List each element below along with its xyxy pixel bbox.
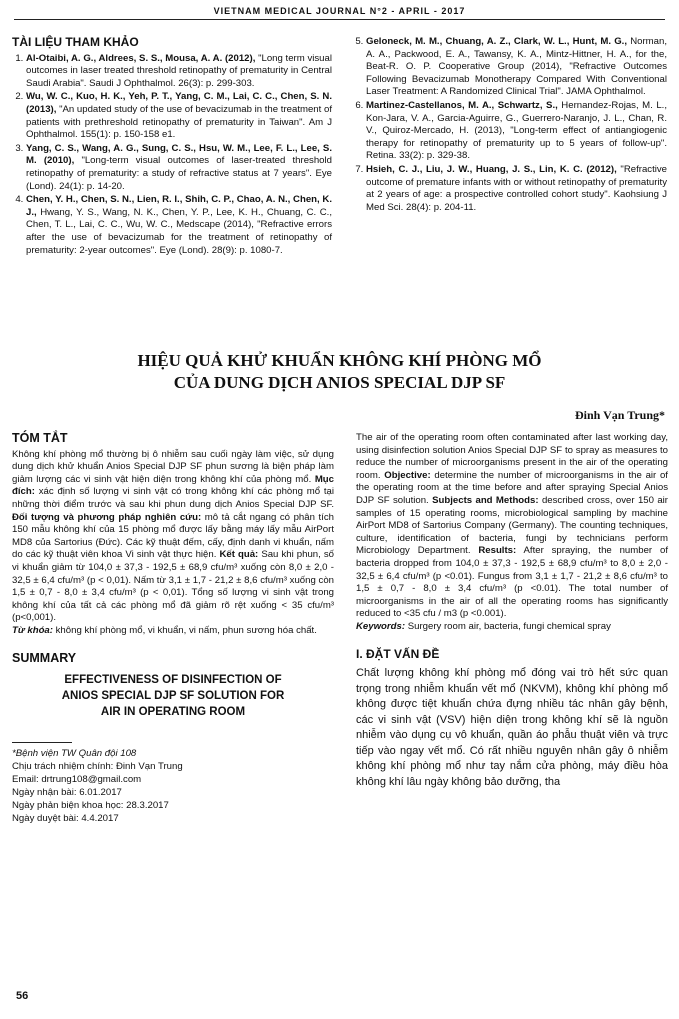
references-list-right	[352, 36, 667, 214]
reference-item: 3. Yang, C. S., Wang, A. G., Sung, C. S., Hsu, W. M., Lee, F. L., Lee, S. M. (2010), "Long-term visual outcomes of laser-treated threshold retinopathy of prematurity: a study of refractive status at 7 years". Eye (Lond). 24(1): p. 14-20.	[26, 143, 332, 193]
abstract-vi-column	[12, 432, 334, 825]
page-number: 56	[16, 990, 29, 1002]
affiliation: *Bệnh viện TW Quân đội 108	[12, 748, 137, 760]
reference-item: 4. Chen, Y. H., Chen, S. N., Lien, R. I., Shih, C. P., Chao, A. N., Chen, K. J., Hwang, Y. S., Wang, N. K., Chen, Y. P., Lee, K. H., Chuang, C. C., Chen, T. L., Lai, C. C., Wu, W. C., Medscape (2014), "Refractive errors after the use of bevacizumab for the treatment of retinopathy of prematurity: 2-year outcomes". Eye (Lond). 28(9): p. 1080-7.	[26, 194, 332, 257]
responsible-author: Chịu trách nhiệm chính: Đinh Vạn Trung	[12, 761, 183, 773]
abstract-en-column	[356, 432, 668, 790]
footnote-divider	[12, 742, 72, 743]
intro-text: Chất lượng không khí phòng mổ đóng vai trò hết sức quan trọng trong nhiễm khuẩn vết mổ (NKVM), không khí phòng mổ không được tiệt khuẩn chứa đựng nhiều tác nhân gây bệnh, các vi sinh vật (VSV) hiện diện trong không khí sẽ là nguồn nhiễm vào dụng cụ vô khuẩn, quần áo phẫu thuật viên và trực tiếp vào ngay vết mổ. Có rất nhiều nguyên nhân gây ô nhiễm không khí phòng mổ như tay nắm cửa phòng, máy điều hòa không khí lâu ngày không bảo dưỡng, tha	[356, 667, 668, 788]
abstract-vi-keywords: Từ khóa: không khí phòng mổ, vi khuẩn, vi nấm, phun sương hóa chất.	[12, 624, 317, 636]
summary-heading: SUMMARY	[12, 650, 77, 665]
abstract-vi-heading: TÓM TẮT	[12, 431, 68, 445]
reference-item: 1. Al-Otaibi, A. G., Aldrees, S. S., Mousa, A. A. (2012), "Long term visual outcomes in laser treated threshold retinopathy of prematurity in Central Saudi Arabia". Saudi J Ophthalmol. 26(3): p. 299-303.	[26, 53, 332, 91]
references-left	[12, 36, 332, 258]
received-date: Ngày nhận bài: 6.01.2017	[12, 787, 122, 799]
reference-item: 5. Geloneck, M. M., Chuang, A. Z., Clark, W. L., Hunt, M. G., Norman, A. A., Packwood, E. A., Tawansy, K. A., Mintz-Hittner, H. A., for the, Beat-R. O. P. Cooperative Group (2014), "Refractive Outcomes Following Bevacizumab Monotherapy Compared With Conventional Laser Treatment: A Randomized Clinical Trial". JAMA Ophthalmol.	[366, 36, 667, 99]
article-author: Đinh Vạn Trung*	[574, 408, 665, 422]
reference-item: 6. Martinez-Castellanos, M. A., Schwartz, S., Hernandez-Rojas, M. L., Kon-Jara, V. A., Garcia-Aguirre, G., Guerrero-Naranjo, J. L., Chan, R. V., Quiroz-Mercado, H. (2013), "Long-term effect of antiangiogenic therapy for retinopathy of prematurity up to 5 years of follow-up". Retina. 33(2): p. 329-38.	[366, 100, 667, 163]
review-date: Ngày phản biện khoa học: 28.3.2017	[12, 800, 169, 812]
article-title-line1: HIỆU QUẢ KHỬ KHUẨN KHÔNG KHÍ PHÒNG MỔ	[137, 351, 542, 370]
article-title-line2: CỦA DUNG DỊCH ANIOS SPECIAL DJP SF	[173, 373, 506, 392]
journal-header: VIETNAM MEDICAL JOURNAL N°2 - APRIL - 2017	[213, 6, 466, 16]
abstract-vi-text: Không khí phòng mổ thường bị ô nhiễm sau cuối ngày làm việc, sử dụng dung dịch khử khuẩn Anios Special DJP SF phun sương là biện pháp làm giảm lượng các vi sinh vật hiện diện trong không khí của phòng mổ. Mục đích: xác định số lượng vi sinh vật có trong không khí các phòng mổ tại những thời điểm trước và sau khi phun dung dịch Anios Special DJP SF. Đối tượng và phương pháp nghiên cứu: mô tả cắt ngang có phân tích 150 mẫu không khí của 15 phòng mổ được lấy bằng máy lấy mẫu AirPort MD8 của Sartorius (Đức). Các kỹ thuật đếm, cấy, định danh vi khuẩn, nấm do các kỹ thuật viên khoa Vi sinh vật thực hiện. Kết quả: Sau khi phun, số vi khuẩn giảm từ 104,0 ± 37,3 - 192,5 ± 68,9 cfu/m³ xuống còn 8,0 ± 2,0 - 32,5 ± 6,4 cfu/m³ (p < 0,01). Nấm từ 3,1 ± 1,7 - 21,2 ± 8,6 cfu/m³ xuống còn 1,5 ± 0,7 - 8,0 ± 3,4 cfu/m³ (p < 0,01). Tổng số lượng vi sinh vật trong không khí của tất cả các phòng mổ đã giảm rõ rệt xuống < 35 cfu/m³ (p<0,001).	[12, 448, 334, 624]
accept-date: Ngày duyệt bài: 4.4.2017	[12, 813, 119, 825]
abstract-en-text: The air of the operating room often contaminated after last working day, using disinfection solution Anios Special DJP SF to spray as measures to reduce the number of microorganisms present in the air of the operating room. Objective: determine the number of microorganisms in the air of the operating room at the time before and after spraying Special Anios DJP SF solution. Subjects and Methods: described cross, over 150 air samples of 15 operating rooms, microbiological sampling by machine AirPort MD8 of Sartorius Company (Germany). The counting techniques, culture, identification of bacteria, fungi by technicians perform Microbiology Department. Results: After spraying, the number of bacteria dropped from 104,0 ± 37,3 - 192,5 ± 68,9 cfu/m³ to 8,0 ± 2,0 - 32,5 ± 6,4 cfu/m³ (p <0.01). Fungus from 3,1 ± 1,7 - 21,2 ± 8,6 cfu/m³ to 1,5 ± 0,7 - 8,0 ± 3,4 cfu/m³ (p <0.01). The total number of microorganisms in the air of all the operating rooms has significantly reduced to <35 cfu / m3 (p <0.001).	[356, 432, 668, 620]
email: Email: drtrung108@gmail.com	[12, 774, 142, 786]
intro-heading: I. ĐẶT VẤN ĐỀ	[356, 646, 440, 661]
header-rule	[14, 19, 665, 20]
article-info	[12, 747, 334, 825]
references-right	[352, 36, 667, 215]
references-list-left	[12, 53, 332, 258]
references-heading: TÀI LIỆU THAM KHẢO	[12, 35, 139, 49]
reference-item: 7. Hsieh, C. J., Liu, J. W., Huang, J. S., Lin, K. C. (2012), "Refractive outcome of premature infants with or without retinopathy of prematurity at 2 years of age: a prospective controlled cohort study". Kaohsiung J Med Sci. 28(4): p. 204-11.	[366, 164, 667, 214]
abstract-en-keywords: Keywords: Surgery room air, bacteria, fungi chemical spray	[356, 620, 611, 632]
reference-item: 2. Wu, W. C., Kuo, H. K., Yeh, P. T., Yang, C. M., Lai, C. C., Chen, S. N. (2013), "An updated study of the use of bevacizumab in the treatment of patients with prethreshold retinopathy of prematurity in Taiwan". Am J Ophthalmol. 155(1): p. 150-158 e1.	[26, 91, 332, 141]
article-title	[0, 350, 679, 394]
summary-title: EFFECTIVENESS OF DISINFECTION OF ANIOS SPECIAL DJP SF SOLUTION FOR AIR IN OPERATING ROOM	[61, 674, 285, 719]
